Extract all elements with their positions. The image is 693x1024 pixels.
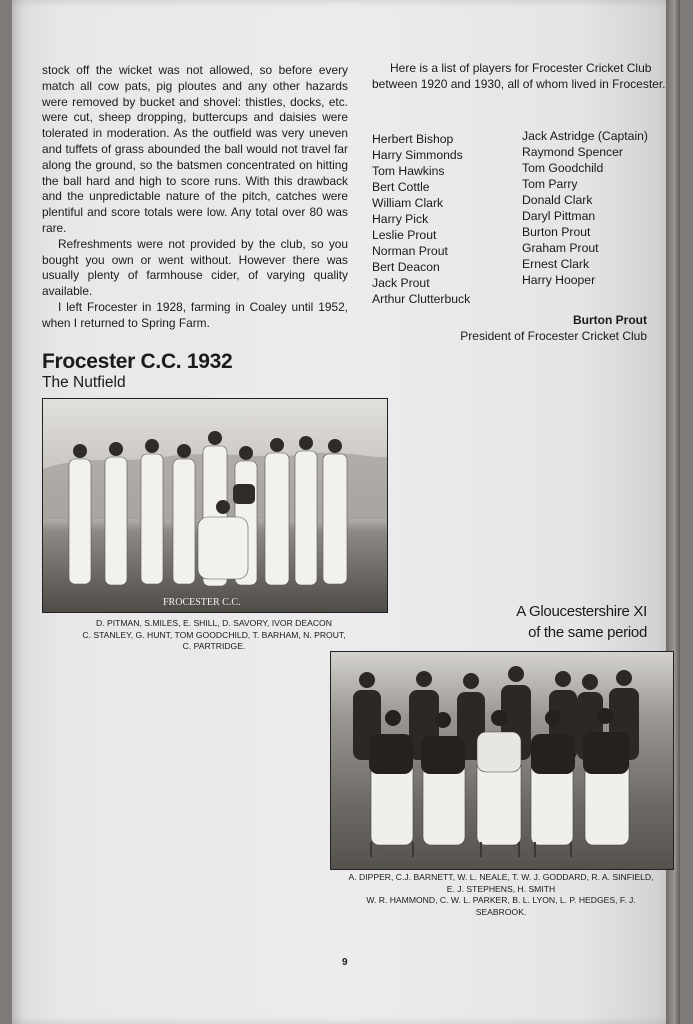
page-number: 9 [342,957,348,968]
photo2-heading-line: A Gloucestershire XI [516,603,647,620]
photo2-caption-line: A. DIPPER, C.J. BARNETT, W. L. NEALE, T. W. J. GODDARD, R. A. SINFIELD, [348,872,654,882]
signature-name: Burton Prout [573,313,647,327]
player-name: Burton Prout [522,225,591,239]
player-name: William Clark [372,196,444,210]
player-name: Donald Clark [522,193,593,207]
frocester-team-photo-image [43,399,387,612]
player-name: Harry Hooper [522,273,596,287]
player-name: Bert Cottle [372,180,430,194]
photo1-inscription: FROCESTER C.C. [163,597,241,608]
player-name: Harry Simmonds [372,148,463,162]
player-name: Graham Prout [522,241,599,255]
players-intro [372,61,672,92]
photo2-heading-line: of the same period [528,624,647,641]
player-name: Arthur Clutterbuck [372,292,471,306]
photo1-heading: Frocester C.C. 1932 [42,350,233,373]
player-name: Leslie Prout [372,228,437,242]
photo1-caption-line: C. STANLEY, G. HUNT, TOM GOODCHILD, T. BARHAM, N. PROUT, [82,629,346,640]
photo1-caption [42,618,386,653]
photo1-caption-line: D. PITMAN, S.MILES, E. SHILL, D. SAVORY, IVOR DEACON [96,618,332,628]
player-name: Herbert Bishop [372,132,454,146]
article-paragraph-3: I left Frocester in 1928, farming in Coaley until 1952, when I returned to Spring Farm. [42,299,348,330]
photo2-caption [330,872,672,918]
photo1-caption-line: C. PARTRIDGE. [182,641,246,652]
player-name: Jack Prout [372,276,430,290]
player-name: Bert Deacon [372,260,440,274]
photo2-caption-line: E. J. STEPHENS, H. SMITH [446,883,556,894]
photo1-subheading: The Nutfield [42,374,126,391]
player-name: Daryl Pittman [522,209,596,223]
photo2-heading [447,601,647,643]
player-name: Raymond Spencer [522,145,623,159]
player-name: Ernest Clark [522,257,590,271]
photo2-caption-line: W. R. HAMMOND, C. W. L. PARKER, B. L. LYON, L. P. HEDGES, F. J. [366,895,636,906]
player-name: Jack Astridge (Captain) [522,129,648,143]
article-text [42,63,348,332]
photo2-caption-line: SEABROOK. [475,906,527,917]
players-column-left [372,131,522,307]
gloucestershire-team-photo [330,651,674,870]
player-name: Tom Parry [522,177,578,191]
player-name: Tom Goodchild [522,161,604,175]
signature-role: President of Frocester Cricket Club [460,329,647,343]
player-name: Harry Pick [372,212,429,226]
article-paragraph-1: stock off the wicket was not allowed, so before every match all cow pats, pig ploutes and any other hazards were removed by bucket and shovel: thistles, docks, etc. were cut, sheep dropping, buttercups and daisies were tolerated in moderation. As the outfield was very uneven and tuffets of grass abounded the ball would not travel far along the ground, so the batsmen concentrated on hitting the ball hard and high to score runs. With this drawback and the unpredictable nature of the pitch, catches were plentiful and score totals were low. Any total over 80 was rare. [42,63,348,235]
frocester-team-photo [42,398,388,613]
players-intro-text: Here is a list of players for Frocester Cricket Club between 1920 and 1930, all of whom lived in Frocester. [372,61,666,91]
player-name: Norman Prout [372,244,448,258]
gloucestershire-team-photo-image [331,652,673,869]
players-list [372,131,672,307]
player-name: Tom Hawkins [372,164,445,178]
book-page [12,0,680,1024]
article-paragraph-2: Refreshments were not provided by the club, so you bought you own or went without. However there was usually plenty of farmhouse cider, of varying quality available. [42,236,348,299]
players-column-right [522,128,672,307]
